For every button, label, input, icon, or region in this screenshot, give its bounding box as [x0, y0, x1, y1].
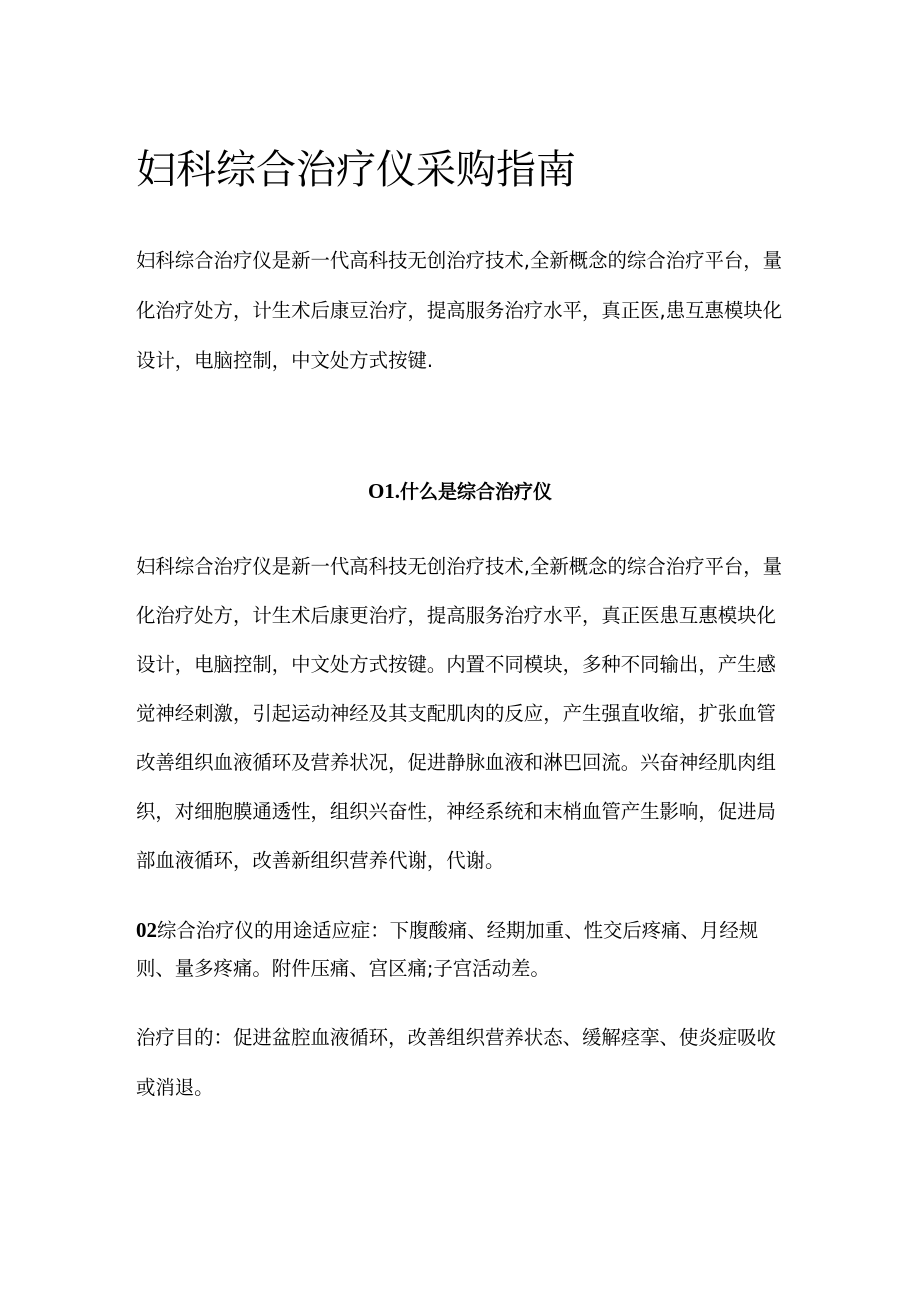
- document-title: 妇科综合治疗仪采购指南: [136, 147, 576, 193]
- section-1-heading-text: 什么是综合治疗仪: [400, 481, 553, 503]
- intro-paragraph: 妇科综合治疗仪是新一代高科技无创治疗技术,全新概念的综合治疗平台，量化治疗处方，计生术后康豆治疗，提高服务治疗水平，真正医,患互惠模块化设计，电脑控制，中文处方式按键.: [136, 249, 783, 372]
- section-2-paragraph: [136, 911, 786, 988]
- section-2-number: 02: [136, 918, 157, 942]
- section-2-text: 综合治疗仪的用途适应症：下腹酸痛、经期加重、性交后疼痛、月经规则、量多疼痛。附件压痛、宫区痛;子宫活动差。: [136, 919, 759, 980]
- section-1-heading: [0, 476, 920, 507]
- treatment-purpose-paragraph: 治疗目的：促进盆腔血液循环，改善组织营养状态、缓解痉挛、使炎症吸收或消退。: [136, 1026, 776, 1099]
- section-1-number: O1.: [367, 479, 401, 503]
- section-1-body: 妇科综合治疗仪是新一代高科技无创治疗技术,全新概念的综合治疗平台，量化治疗处方，计生术后康更治疗，提高服务治疗水平，真正医患互惠模块化设计，电脑控制，中文处方式按键。内置不同模块，多种不同输出，产生感觉神经刺激，引起运动神经及其支配肌肉的反应，产生强直收缩，扩张血管改善组织血液循环及营养状况，促进静脉血液和淋巴回流。兴奋神经肌肉组织，对细胞膜通透性，组织兴奋性，神经系统和末梢血管产生影响，促进局部血液循环，改善新组织营养代谢，代谢。: [136, 555, 783, 872]
